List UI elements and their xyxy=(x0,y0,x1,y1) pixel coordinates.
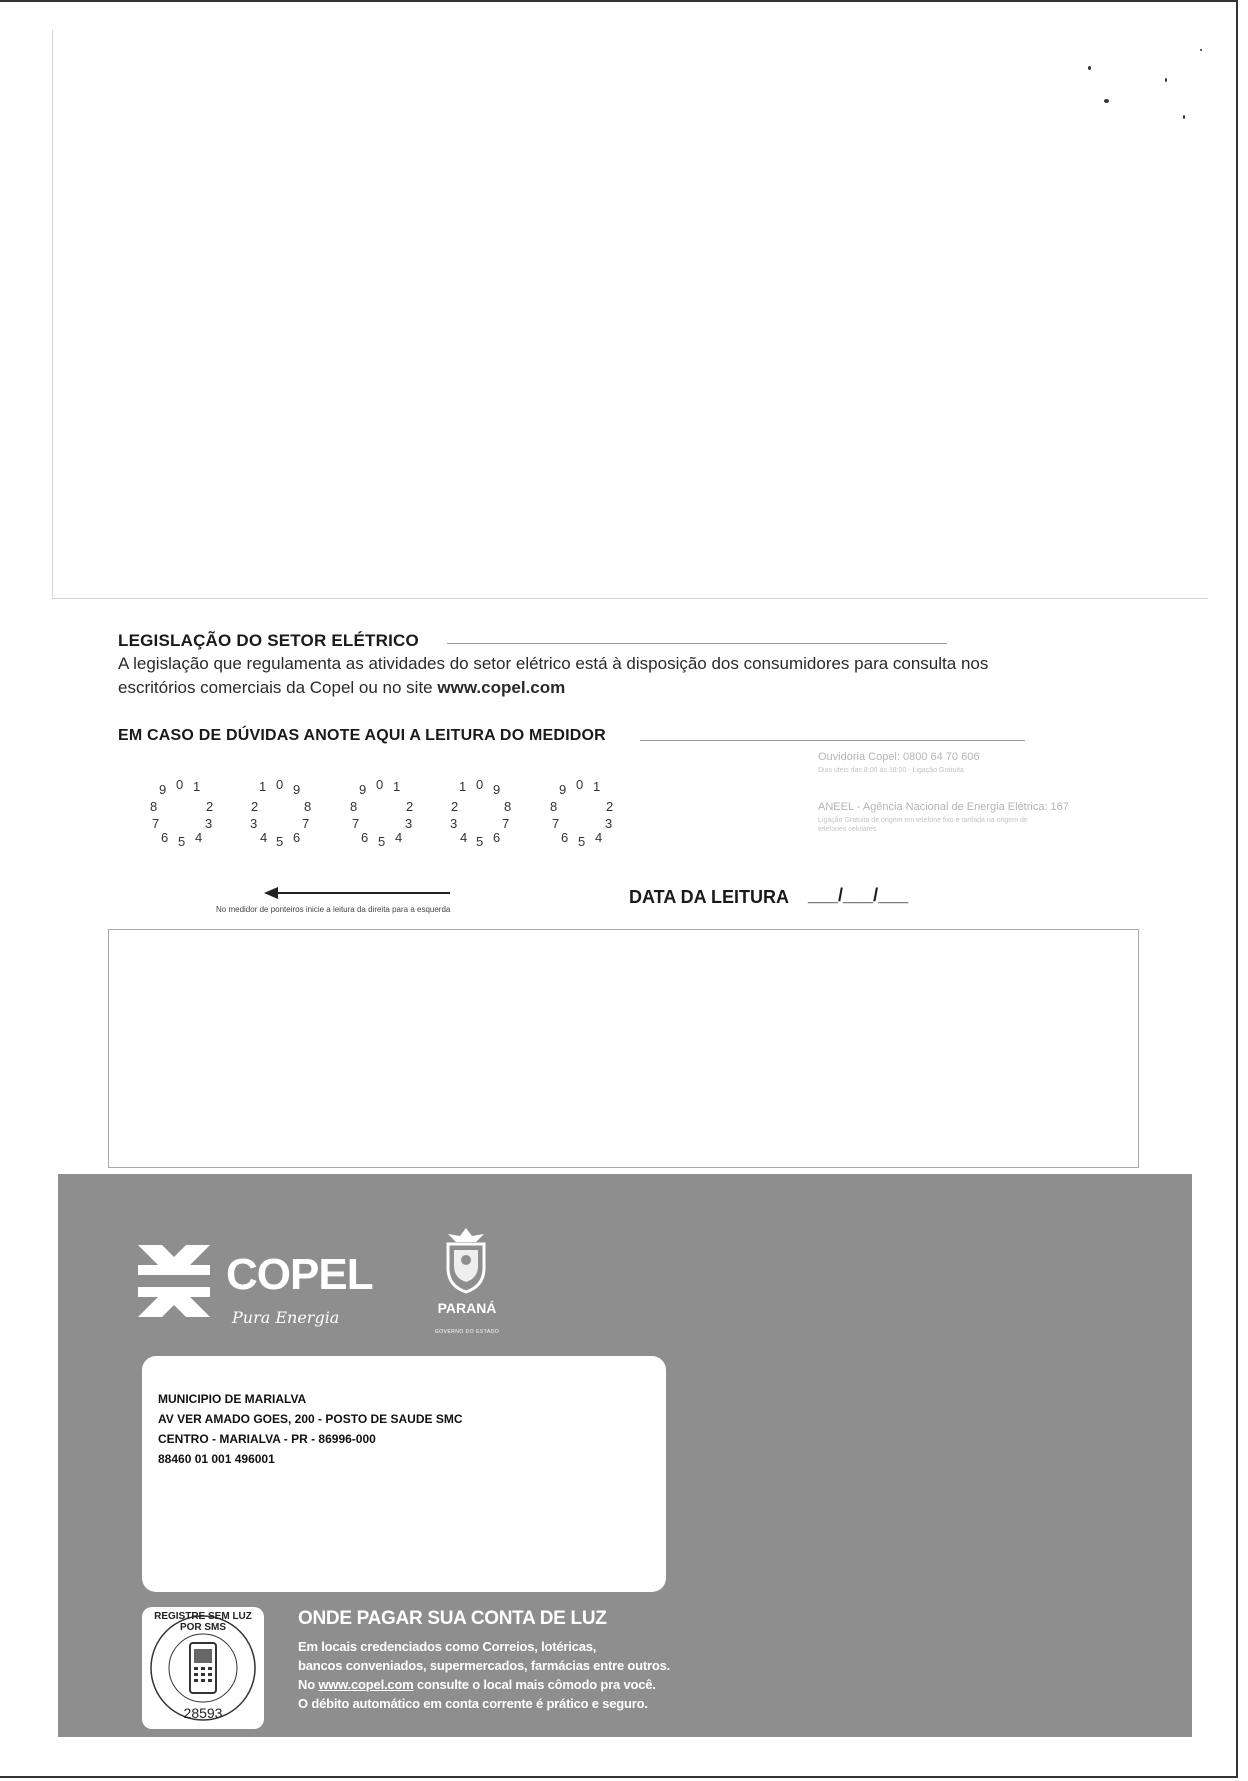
address-line-3: CENTRO - MARIALVA - PR - 86996-000 xyxy=(158,1432,376,1446)
svg-text:1: 1 xyxy=(593,779,601,794)
payment-line-3 xyxy=(298,1675,670,1694)
payment-info xyxy=(298,1637,670,1713)
parana-wordmark: PARANÁ xyxy=(437,1300,497,1316)
legislation-text-line2 xyxy=(118,676,1118,700)
svg-text:0: 0 xyxy=(276,778,284,792)
copel-wordmark: COPEL xyxy=(226,1250,373,1299)
svg-text:7: 7 xyxy=(152,816,160,831)
svg-text:3: 3 xyxy=(250,816,258,831)
svg-text:0: 0 xyxy=(176,778,184,792)
legislation-title: LEGISLAÇÃO DO SETOR ELÉTRICO xyxy=(118,631,419,650)
meter-reading-rule xyxy=(640,740,1025,741)
svg-text:9: 9 xyxy=(559,782,567,797)
svg-text:7: 7 xyxy=(302,816,310,831)
address-window xyxy=(142,1356,666,1592)
svg-text:4: 4 xyxy=(195,830,203,845)
svg-text:5: 5 xyxy=(178,834,186,846)
payment-line-1: Em locais credenciados como Correios, lotéricas, xyxy=(298,1639,597,1654)
svg-text:8: 8 xyxy=(350,799,358,814)
svg-text:4: 4 xyxy=(260,830,268,845)
svg-text:5: 5 xyxy=(476,834,484,846)
svg-text:5: 5 xyxy=(578,834,586,846)
meter-dial-3 xyxy=(348,778,416,851)
svg-text:2: 2 xyxy=(606,799,614,814)
svg-text:7: 7 xyxy=(552,816,560,831)
svg-text:9: 9 xyxy=(359,782,367,797)
svg-text:1: 1 xyxy=(259,779,267,794)
sms-ring-text: REGISTRE SEM LUZ POR SMS xyxy=(154,1611,252,1633)
meter-dial-5 xyxy=(548,778,616,851)
svg-text:2: 2 xyxy=(206,799,214,814)
reading-date-label: DATA DA LEITURA xyxy=(629,887,789,907)
meter-reading-title: EM CASO DE DÚVIDAS ANOTE AQUI A LEITURA DO MEDIDOR xyxy=(118,727,606,744)
meter-dial-1 xyxy=(148,778,216,851)
arrow-note: No medidor de ponteiros inicie a leitura da direita para a esquerda xyxy=(216,905,451,914)
svg-text:7: 7 xyxy=(502,816,510,831)
svg-text:0: 0 xyxy=(376,778,384,792)
legislation-rule xyxy=(447,643,947,644)
svg-text:9: 9 xyxy=(293,782,301,797)
sms-badge xyxy=(142,1607,264,1729)
svg-text:2: 2 xyxy=(251,799,259,814)
svg-text:6: 6 xyxy=(493,830,501,845)
svg-text:0: 0 xyxy=(476,778,484,792)
mobile-phone-icon xyxy=(190,1643,216,1693)
aneel-note-1: Ligação Gratuita de origem em telefone fixo e tarifada na origem de xyxy=(818,817,1028,824)
notes-box[interactable] xyxy=(108,929,1139,1168)
top-blank-panel xyxy=(52,30,1208,599)
dust-mark xyxy=(1200,49,1202,51)
payment-title: ONDE PAGAR SUA CONTA DE LUZ xyxy=(298,1608,607,1629)
address-line-2: AV VER AMADO GOES, 200 - POSTO DE SAUDE SMC xyxy=(158,1412,463,1426)
svg-text:4: 4 xyxy=(460,830,468,845)
address-line-1: MUNICIPIO DE MARIALVA xyxy=(158,1392,307,1406)
svg-text:3: 3 xyxy=(405,816,413,831)
aneel-note-2: telefones celulares xyxy=(818,826,877,833)
ouvidoria-note: Dias úteis das 8:00 às 18:00 - Ligação Gratuita xyxy=(818,767,964,774)
svg-text:0: 0 xyxy=(576,778,584,792)
payment-line-4: O débito automático em conta corrente é prático e seguro. xyxy=(298,1696,648,1711)
address-block xyxy=(158,1389,463,1469)
svg-text:6: 6 xyxy=(293,830,301,845)
address-line-4: 88460 01 001 496001 xyxy=(158,1452,275,1466)
reading-date-blanks[interactable]: ___/___/___ xyxy=(808,885,909,905)
copel-logo-icon xyxy=(138,1245,210,1322)
svg-text:1: 1 xyxy=(393,779,401,794)
aneel-contact: ANEEL - Agência Nacional de Energia Elétrica: 167 xyxy=(818,801,1069,813)
dust-mark xyxy=(1088,66,1091,70)
legislation-site-link[interactable]: www.copel.com xyxy=(437,678,566,697)
svg-text:8: 8 xyxy=(150,799,158,814)
parana-coat-of-arms-icon xyxy=(436,1226,496,1301)
svg-text:4: 4 xyxy=(595,830,603,845)
svg-text:4: 4 xyxy=(395,830,403,845)
svg-text:6: 6 xyxy=(361,830,369,845)
svg-text:9: 9 xyxy=(493,782,501,797)
legislation-text-line2-main: escritórios comerciais da Copel ou no site xyxy=(118,678,433,697)
payment-site-link[interactable]: www.copel.com xyxy=(318,1677,414,1692)
dust-mark xyxy=(1165,78,1167,82)
ouvidoria-contact: Ouvidoria Copel: 0800 64 70 606 xyxy=(818,751,980,763)
svg-text:5: 5 xyxy=(276,834,284,846)
svg-text:1: 1 xyxy=(459,779,467,794)
svg-text:2: 2 xyxy=(406,799,414,814)
svg-text:8: 8 xyxy=(504,799,512,814)
svg-text:3: 3 xyxy=(450,816,458,831)
dust-mark xyxy=(1183,115,1185,119)
svg-text:8: 8 xyxy=(304,799,312,814)
payment-line-3-suffix: consulte o local mais cômodo pra você. xyxy=(416,1677,656,1692)
svg-text:1: 1 xyxy=(193,779,201,794)
payment-line-3-prefix: No xyxy=(298,1677,315,1692)
svg-text:6: 6 xyxy=(561,830,569,845)
svg-text:9: 9 xyxy=(159,782,167,797)
legislation-text xyxy=(118,652,1118,700)
legislation-text-line1: A legislação que regulamenta as atividades do setor elétrico está à disposição dos consumidores para consulta nos xyxy=(118,654,989,673)
svg-text:2: 2 xyxy=(451,799,459,814)
svg-text:6: 6 xyxy=(161,830,169,845)
left-arrow-icon xyxy=(264,886,450,905)
svg-text:3: 3 xyxy=(205,816,213,831)
svg-text:7: 7 xyxy=(352,816,360,831)
copel-slogan: Pura Energia xyxy=(232,1308,340,1327)
meter-dial-4 xyxy=(448,778,516,851)
parana-subtitle: GOVERNO DO ESTADO xyxy=(434,1329,500,1335)
svg-text:5: 5 xyxy=(378,834,386,846)
dust-mark xyxy=(1104,99,1109,103)
meter-dial-2 xyxy=(248,778,316,851)
sms-number: 28593 xyxy=(183,1705,223,1721)
svg-text:8: 8 xyxy=(550,799,558,814)
payment-line-2: bancos conveniados, supermercados, farmácias entre outros. xyxy=(298,1658,671,1673)
svg-text:3: 3 xyxy=(605,816,613,831)
